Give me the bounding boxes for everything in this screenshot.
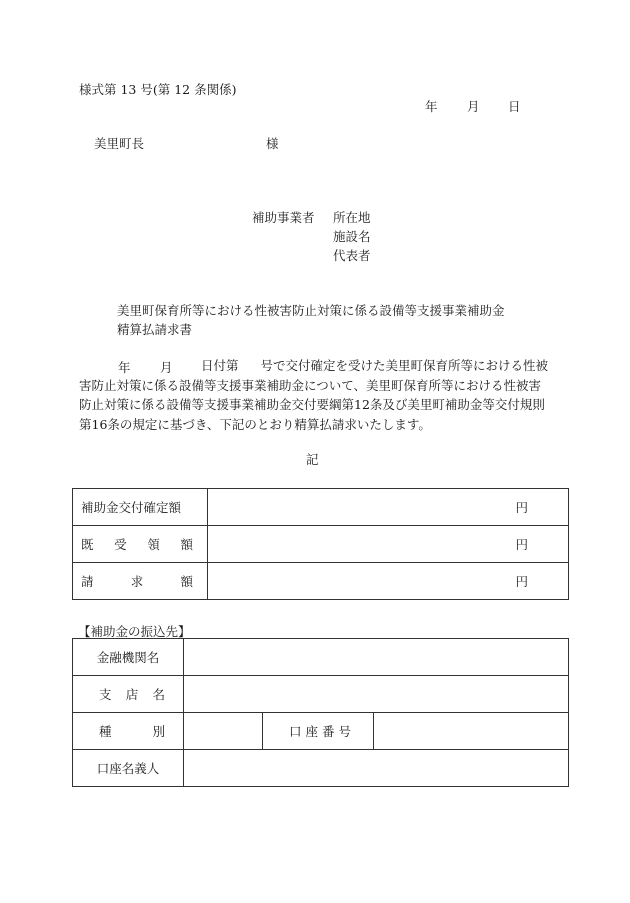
applicant-representative-label: 代表者	[333, 248, 371, 263]
document-title-line2: 精算払請求書	[117, 322, 193, 337]
table-row	[73, 676, 569, 713]
document-title-line1: 美里町保育所等における性被害防止対策に係る設備等支援事業補助金	[117, 303, 505, 318]
body-month: 月	[160, 360, 173, 375]
applicant-facility-label: 施設名	[333, 229, 371, 244]
table-row	[73, 526, 569, 563]
table-row	[73, 713, 569, 750]
bank-table	[72, 638, 569, 787]
amount-unit: 円	[208, 563, 569, 600]
bank-branch-value	[184, 676, 569, 713]
date-month: 月	[467, 99, 480, 114]
amount-unit: 円	[208, 526, 569, 563]
date-year: 年	[425, 99, 438, 114]
amount-unit: 円	[208, 489, 569, 526]
amount-label: 補助金交付確定額	[73, 489, 208, 526]
ki-heading: 記	[306, 452, 319, 467]
account-holder-value	[184, 750, 569, 787]
table-row	[73, 563, 569, 600]
account-type-value	[184, 713, 263, 750]
table-row	[73, 489, 569, 526]
applicant-role: 補助事業者	[252, 210, 315, 225]
body-day-ref: 日付第	[201, 358, 239, 373]
body-year: 年	[118, 360, 131, 375]
amount-label: 請 求 額	[73, 563, 208, 600]
bank-section-title: 【補助金の振込先】	[78, 624, 191, 639]
account-type-label: 種 別	[73, 713, 184, 750]
bank-institution-value	[184, 639, 569, 676]
amount-label: 既 受 領 額	[73, 526, 208, 563]
addressee-name: 美里町長	[94, 136, 145, 151]
table-row	[73, 750, 569, 787]
amount-table	[72, 488, 569, 600]
account-holder-label: 口座名義人	[73, 750, 184, 787]
addressee-honorific: 様	[266, 136, 279, 151]
date-day: 日	[508, 99, 521, 114]
bank-branch-label: 支 店 名	[73, 676, 184, 713]
body-paragraph	[79, 356, 549, 434]
body-text: 号で交付確定を受けた美里町保育所等における性被害防止対策に係る設備等支援事業補助金について、美里町保育所等における性被害防止対策に係る設備等支援事業補助金交付要綱第12条及び美里町補助金等交付規則第16条の規定に基づき、下記のとおり精算払請求いたします。	[79, 358, 549, 432]
table-row	[73, 639, 569, 676]
bank-institution-label: 金融機関名	[73, 639, 184, 676]
account-number-label: 口 座 番 号	[263, 713, 374, 750]
form-number: 様式第 13 号(第 12 条関係)	[79, 82, 237, 97]
account-number-value	[374, 713, 569, 750]
applicant-address-label: 所在地	[333, 210, 371, 225]
